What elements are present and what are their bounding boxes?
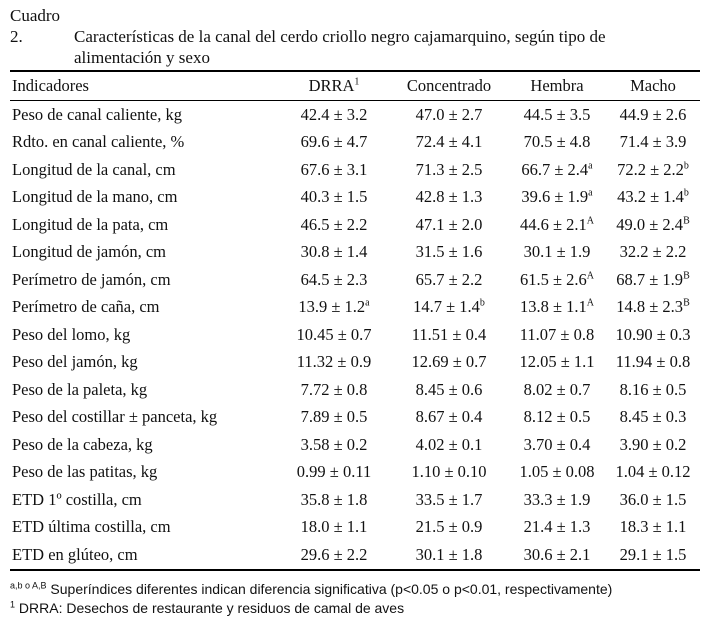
table-cell [278, 514, 390, 542]
cell-value: 32.2 ± 2.2 [619, 242, 687, 262]
table-cell [606, 101, 700, 129]
row-label: Perímetro de jamón, cm [12, 269, 171, 289]
footnote-marker: a,b o A,B [10, 580, 47, 591]
column-header [278, 71, 390, 101]
column-header-label: Concentrado [406, 76, 492, 95]
table-cell [278, 266, 390, 294]
table-cell [390, 239, 508, 267]
table-cell [508, 486, 606, 514]
table-cell [508, 184, 606, 212]
carcass-characteristics-table [10, 70, 700, 571]
row-label: Peso de la cabeza, kg [12, 434, 153, 454]
cell-value: 8.45 ± 0.3 [619, 407, 687, 427]
table-row [10, 321, 700, 349]
table-cell [278, 404, 390, 432]
table-cell [508, 239, 606, 267]
table-cell [606, 431, 700, 459]
table-cell [278, 486, 390, 514]
footnote [10, 580, 705, 599]
table-row [10, 404, 700, 432]
table-cell [390, 514, 508, 542]
cell-value: 29.6 ± 2.2 [300, 544, 368, 564]
cell-value: 40.3 ± 1.5 [300, 187, 368, 207]
table-cell [390, 294, 508, 322]
table-cell [390, 101, 508, 129]
cell-value: 43.2 ± 1.4 [617, 187, 684, 207]
table-cell [390, 431, 508, 459]
table-cell [508, 321, 606, 349]
table-cell [390, 459, 508, 487]
cell-value: 12.05 ± 1.1 [519, 352, 595, 372]
table-cell [390, 376, 508, 404]
table-row [10, 129, 700, 157]
row-label: ETD 1º costilla, cm [12, 489, 142, 509]
row-label: Longitud de jamón, cm [12, 242, 166, 262]
table-cell [390, 486, 508, 514]
cell-value: 72.2 ± 2.2 [617, 159, 684, 179]
table-row [10, 459, 700, 487]
cell-value: 44.9 ± 2.6 [619, 104, 687, 124]
column-header [390, 71, 508, 101]
table-cell [390, 541, 508, 570]
cell-value: 42.8 ± 1.3 [415, 187, 483, 207]
table-cell [606, 514, 700, 542]
table-cell [390, 266, 508, 294]
cell-superscript: b [683, 187, 689, 199]
table-row [10, 266, 700, 294]
cell-value: 3.58 ± 0.2 [300, 434, 368, 454]
table-cell [606, 459, 700, 487]
table-cell [278, 129, 390, 157]
cell-value: 8.16 ± 0.5 [619, 379, 687, 399]
cell-value: 8.45 ± 0.6 [415, 379, 483, 399]
cell-value: 7.72 ± 0.8 [300, 379, 368, 399]
table-row [10, 239, 700, 267]
cell-value: 49.0 ± 2.4 [616, 214, 684, 234]
table-row [10, 156, 700, 184]
cell-value: 18.0 ± 1.1 [300, 517, 368, 537]
footnote-text: DRRA: Desechos de restaurante y residuos de camal de aves [15, 600, 405, 616]
cell-value: 66.7 ± 2.4 [521, 159, 589, 179]
cell-value: 13.8 ± 1.1 [519, 297, 587, 317]
cell-value: 21.4 ± 1.3 [523, 517, 591, 537]
cell-value: 11.32 ± 0.9 [296, 352, 372, 372]
cell-value: 47.1 ± 2.0 [415, 214, 483, 234]
column-header-superscript: 1 [354, 76, 360, 88]
cell-value: 10.45 ± 0.7 [296, 324, 372, 344]
table-cell [390, 404, 508, 432]
cell-value: 30.1 ± 1.8 [415, 544, 483, 564]
table-cell [390, 211, 508, 239]
cell-value: 61.5 ± 2.6 [519, 269, 587, 289]
cell-value: 71.4 ± 3.9 [619, 132, 687, 152]
row-label: ETD en glúteo, cm [12, 544, 138, 564]
cell-value: 65.7 ± 2.2 [415, 269, 483, 289]
cell-value: 47.0 ± 2.7 [415, 104, 483, 124]
table-cell [390, 184, 508, 212]
table-cell [278, 239, 390, 267]
cell-value: 31.5 ± 1.6 [415, 242, 483, 262]
cell-value: 35.8 ± 1.8 [300, 489, 368, 509]
table-row [10, 376, 700, 404]
caption-line-1: Características de la canal del cerdo criollo negro cajamarquino, según tipo de [74, 27, 606, 46]
table-cell [278, 459, 390, 487]
table-cell [278, 321, 390, 349]
cell-value: 11.07 ± 0.8 [519, 324, 595, 344]
cell-value: 29.1 ± 1.5 [619, 544, 687, 564]
table-cell [278, 294, 390, 322]
table-cell [278, 101, 390, 129]
cell-value: 1.05 ± 0.08 [519, 462, 595, 482]
cell-value: 67.6 ± 3.1 [300, 159, 368, 179]
cell-value: 44.5 ± 3.5 [523, 104, 591, 124]
table-cell [278, 541, 390, 570]
table-cell [508, 129, 606, 157]
cell-value: 70.5 ± 4.8 [523, 132, 591, 152]
column-header-label: Macho [630, 76, 676, 95]
row-label: Peso de la paleta, kg [12, 379, 148, 399]
cell-value: 30.8 ± 1.4 [300, 242, 368, 262]
column-header [606, 71, 700, 101]
table-cell [606, 376, 700, 404]
table-footnotes [10, 580, 705, 618]
cell-value: 21.5 ± 0.9 [415, 517, 483, 537]
table-cell [606, 541, 700, 570]
table-cell [606, 184, 700, 212]
row-label: Peso del jamón, kg [12, 352, 138, 372]
table-cell [606, 239, 700, 267]
cell-value: 72.4 ± 4.1 [415, 132, 483, 152]
cell-value: 33.5 ± 1.7 [415, 489, 483, 509]
table-cell [606, 404, 700, 432]
table-cell [390, 156, 508, 184]
column-header-label: DRRA [308, 76, 355, 95]
footnote [10, 599, 705, 618]
cell-value: 1.10 ± 0.10 [411, 462, 487, 482]
table-cell [508, 404, 606, 432]
row-label: Longitud de la canal, cm [12, 159, 176, 179]
table-cell [508, 541, 606, 570]
table-row [10, 184, 700, 212]
table-row [10, 294, 700, 322]
cell-value: 42.4 ± 3.2 [300, 104, 368, 124]
row-label: Longitud de la mano, cm [12, 187, 178, 207]
cell-value: 46.5 ± 2.2 [300, 214, 368, 234]
cell-value: 64.5 ± 2.3 [300, 269, 368, 289]
table-cell [606, 486, 700, 514]
cell-superscript: b [683, 160, 689, 172]
table-cell [508, 514, 606, 542]
cell-value: 44.6 ± 2.1 [519, 214, 587, 234]
column-header-label: Hembra [530, 76, 584, 95]
cell-value: 0.99 ± 0.11 [296, 462, 372, 482]
table-row [10, 101, 700, 129]
column-header [508, 71, 606, 101]
table-cell [606, 129, 700, 157]
table-cell [390, 349, 508, 377]
cell-value: 11.94 ± 0.8 [615, 352, 691, 372]
table-cell [606, 211, 700, 239]
row-label: Perímetro de caña, cm [12, 297, 160, 317]
table-cell [508, 376, 606, 404]
cell-value: 33.3 ± 1.9 [523, 489, 591, 509]
table-caption [10, 5, 700, 68]
table-cell [278, 156, 390, 184]
cell-value: 3.90 ± 0.2 [619, 434, 687, 454]
table-cell [606, 294, 700, 322]
table-row [10, 349, 700, 377]
table-cell [508, 294, 606, 322]
cell-value: 8.12 ± 0.5 [523, 407, 591, 427]
cell-value: 30.1 ± 1.9 [523, 242, 591, 262]
cell-value: 14.7 ± 1.4 [413, 297, 480, 317]
cell-superscript: A [586, 270, 595, 282]
cell-value: 14.8 ± 2.3 [616, 297, 684, 317]
table-cell [508, 349, 606, 377]
table-cell [508, 211, 606, 239]
row-label: Longitud de la pata, cm [12, 214, 169, 234]
caption-number: Cuadro 2. [10, 6, 61, 46]
cell-value: 68.7 ± 1.9 [616, 269, 684, 289]
column-header-label: Indicadores [12, 76, 89, 95]
table-cell [606, 156, 700, 184]
table-cell [606, 349, 700, 377]
table-header-row [10, 71, 700, 101]
table-cell [508, 459, 606, 487]
table-cell [606, 321, 700, 349]
cell-value: 30.6 ± 2.1 [523, 544, 591, 564]
table-cell [278, 211, 390, 239]
cell-value: 4.02 ± 0.1 [415, 434, 483, 454]
footnote-marker: 1 [10, 599, 16, 610]
table-cell [508, 156, 606, 184]
row-label: Peso del costillar ± panceta, kg [12, 407, 218, 427]
row-label: Peso de canal caliente, kg [12, 104, 182, 124]
cell-value: 71.3 ± 2.5 [415, 159, 483, 179]
table-cell [390, 129, 508, 157]
row-label: Peso del lomo, kg [12, 324, 131, 344]
cell-superscript: b [479, 297, 485, 309]
table-cell [390, 321, 508, 349]
cell-superscript: B [683, 215, 690, 227]
cell-value: 13.9 ± 1.2 [298, 297, 366, 317]
cell-superscript: B [683, 270, 690, 282]
table-cell [278, 184, 390, 212]
cell-value: 7.89 ± 0.5 [300, 407, 368, 427]
row-label: ETD última costilla, cm [12, 517, 171, 537]
cell-superscript: a [365, 297, 370, 309]
cell-superscript: A [586, 215, 595, 227]
cell-value: 8.02 ± 0.7 [523, 379, 591, 399]
cell-superscript: B [683, 297, 690, 309]
row-label: Peso de las patitas, kg [12, 462, 158, 482]
table-cell [606, 266, 700, 294]
cell-value: 18.3 ± 1.1 [619, 517, 687, 537]
table-row [10, 486, 700, 514]
table-row [10, 541, 700, 570]
cell-value: 10.90 ± 0.3 [615, 324, 691, 344]
table-cell [508, 431, 606, 459]
table-cell [508, 266, 606, 294]
cell-value: 11.51 ± 0.4 [411, 324, 487, 344]
cell-value: 1.04 ± 0.12 [615, 462, 691, 482]
table-body [10, 101, 700, 570]
column-header [10, 71, 278, 101]
cell-superscript: a [588, 160, 593, 172]
cell-value: 39.6 ± 1.9 [521, 187, 589, 207]
table-cell [508, 101, 606, 129]
table-row [10, 431, 700, 459]
row-label: Rdto. en canal caliente, % [12, 132, 185, 152]
table-row [10, 514, 700, 542]
cell-value: 3.70 ± 0.4 [523, 434, 591, 454]
table-cell [278, 376, 390, 404]
cell-value: 12.69 ± 0.7 [411, 352, 487, 372]
table-row [10, 211, 700, 239]
cell-value: 36.0 ± 1.5 [619, 489, 687, 509]
caption-line-2: alimentación y sexo [74, 48, 210, 67]
cell-superscript: a [588, 187, 593, 199]
footnote-text: Superíndices diferentes indican diferencia significativa (p<0.05 o p<0.01, respectivamente) [46, 581, 613, 597]
cell-value: 69.6 ± 4.7 [300, 132, 368, 152]
cell-superscript: A [586, 297, 595, 309]
cell-value: 8.67 ± 0.4 [415, 407, 483, 427]
table-cell [278, 349, 390, 377]
table-cell [278, 431, 390, 459]
